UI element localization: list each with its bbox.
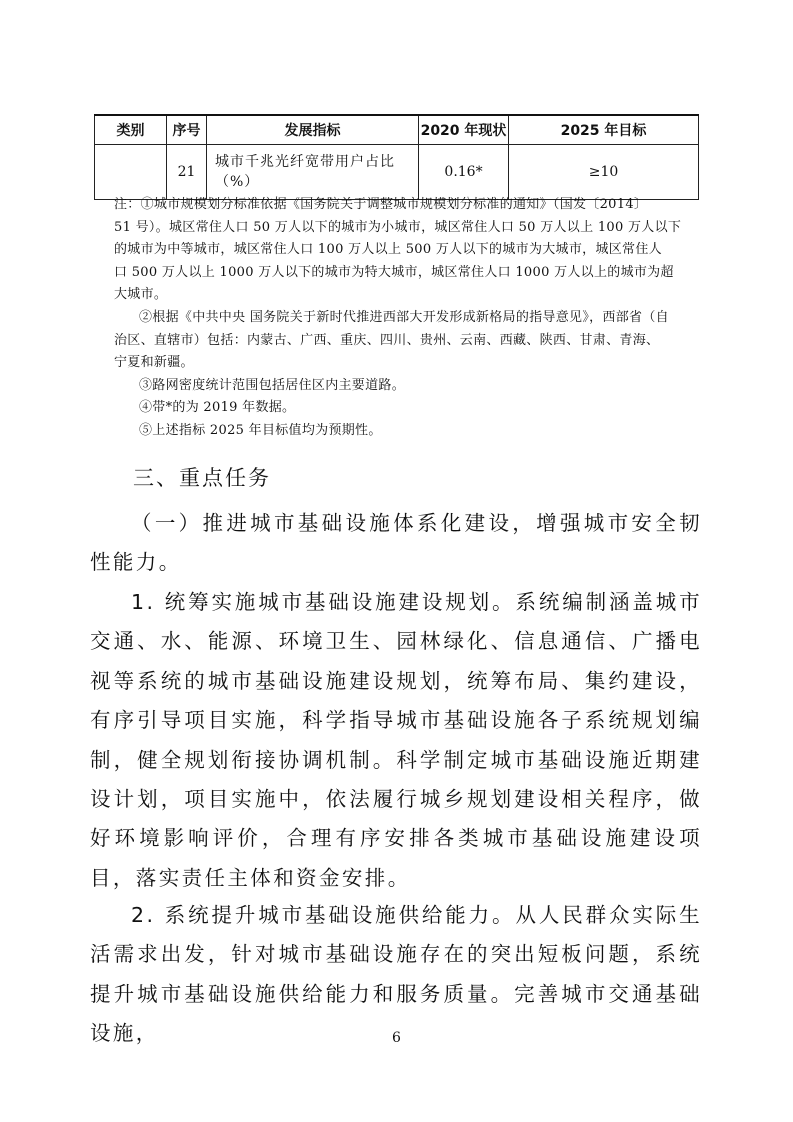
paragraph-2-text: 从人民群众实际生活需求出发，针对城市基础设施存在的突出短板问题，系统提升城市基础设施供给能力和服务质量。完善城市交通基础设施，	[90, 903, 702, 1046]
header-indicator: 发展指标	[207, 115, 419, 145]
sub-heading	[90, 504, 702, 583]
note-5: ⑤上述指标 2025 年目标值均为预期性。	[139, 422, 382, 438]
cell-number: 21	[167, 145, 207, 200]
note-1-line: 口 500 万人以上 1000 万人以下的城市为特大城市，城区常住人口 1000 万人以上的城市为超	[114, 264, 674, 280]
note-1-line: 51 号）。城区常住人口 50 万人以下的城市为小城市，城区常住人口 50 万人以上 100 万人以下	[114, 219, 682, 235]
note-1-line: 的城市为中等城市，城区常住人口 100 万人以上 500 万人以下的城市为大城市，城区常住人	[114, 242, 662, 258]
note-4: ④带*的为 2019 年数据。	[139, 400, 296, 416]
cell-target-2025: ≥10	[509, 145, 699, 200]
paragraph-1	[90, 583, 702, 898]
note-3: ③路网密度统计范围包括居住区内主要道路。	[139, 377, 406, 393]
paragraph-2-lead: 2. 系统提升城市基础设施供给能力。	[131, 903, 516, 927]
table-notes	[114, 194, 692, 443]
note-1-line: 大城市。	[114, 287, 168, 303]
header-number: 序号	[167, 115, 207, 145]
paragraph-1-lead: 1. 统筹实施城市基础设施建设规划。	[131, 590, 516, 614]
header-status-2020: 2020 年现状	[419, 115, 509, 145]
note-2-line: 宁夏和新疆。	[114, 355, 194, 371]
note-1-line: 注：①城市规模划分标准依据《国务院关于调整城市规模划分标准的通知》（国发〔2014〕	[114, 197, 648, 212]
cell-category	[95, 145, 167, 200]
table-header-row	[95, 115, 699, 145]
cell-status-2020: 0.16*	[419, 145, 509, 200]
table-row	[95, 145, 699, 200]
section-heading: 三、重点任务	[133, 466, 271, 490]
page-number: 6	[392, 1030, 401, 1046]
note-2-line: 治区、直辖市）包括：内蒙古、广西、重庆、四川、贵州、云南、西藏、陕西、甘肃、青海、	[114, 332, 660, 348]
note-2-line: ②根据《中共中央 国务院关于新时代推进西部大开发形成新格局的指导意见》，西部省（自	[139, 309, 669, 325]
indicator-table	[94, 114, 699, 200]
header-target-2025: 2025 年目标	[509, 115, 699, 145]
sub-heading-text: （一）推进城市基础设施体系化建设，增强城市安全韧性能力。	[90, 511, 702, 575]
header-category: 类别	[95, 115, 167, 145]
paragraph-1-text: 系统编制涵盖城市交通、水、能源、环境卫生、园林绿化、信息通信、广播电视等系统的城市基础设施建设规划，统筹布局、集约建设，有序引导项目实施，科学指导城市基础设施各子系统规划编制，健全规划衔接协调机制。科学制定城市基础设施近期建设计划，项目实施中，依法履行城乡规划建设相关程序，做好环境影响评价，合理有序安排各类城市基础设施建设项目，落实责任主体和资金安排。	[90, 590, 702, 890]
cell-indicator: 城市千兆光纤宽带用户占比（%）	[207, 145, 419, 200]
